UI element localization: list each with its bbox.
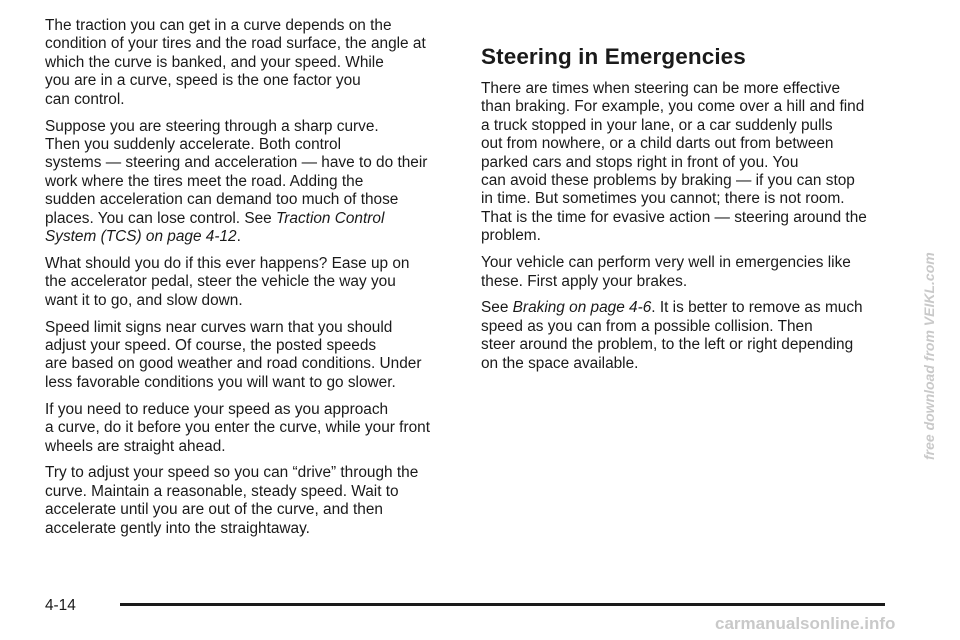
side-watermark: free download from VEIKL.com [921, 252, 937, 460]
paragraph-sharp-curve: Suppose you are steering through a sharp curve. Then you suddenly accelerate. Both control systems — steering and acceleration — have to do their work where the tires meet the road. Adding the sudden acceleration can demand too much of those places. You can lose control. See Traction Control System (TCS) on page 4-12. [45, 117, 428, 245]
right-column [481, 80, 889, 382]
bottom-watermark: carmanualsonline.info [715, 614, 896, 633]
left-column [45, 17, 453, 547]
cross-reference-tcs[interactable]: Traction Control System (TCS) on page 4-12 [45, 209, 385, 245]
paragraph-what-to-do: What should you do if this ever happens? Ease up on the accelerator pedal, steer the vehicle the way you want it to go, and slow down. [45, 254, 410, 309]
footer-rule [120, 603, 885, 606]
paragraph-speed-limit-signs: Speed limit signs near curves warn that you should adjust your speed. Of course, the posted speeds are based on good weather and road conditions. Under less favorable conditions you will want to go slower. [45, 318, 422, 391]
section-title: Steering in Emergencies [481, 44, 746, 69]
cross-reference-braking[interactable]: Braking on page 4-6 [512, 299, 652, 317]
paragraph-see-braking: See Braking on page 4-6. It is better to remove as much speed as you can from a possible collision. Then steer around the problem, to the left or right depending on the space available. [481, 299, 863, 372]
paragraph-apply-brakes: Your vehicle can perform very well in emergencies like these. First apply your brakes. [481, 254, 851, 290]
paragraph-adjust-speed: Try to adjust your speed so you can “drive” through the curve. Maintain a reasonable, steady speed. Wait to accelerate until you are out of the curve, and then accelerate gently into the straightaway. [45, 464, 419, 537]
page-number: 4-14 [45, 597, 76, 614]
paragraph-traction: The traction you can get in a curve depends on the condition of your tires and the road surface, the angle at which the curve is banked, and your speed. While you are in a curve, speed is the one factor you can control. [45, 17, 426, 108]
paragraph-steering-vs-braking: There are times when steering can be more effective than braking. For example, you come over a hill and find a truck stopped in your lane, or a car suddenly pulls out from nowhere, or a child darts out from between parked cars and stops right in front of you. You can avoid these problems by braking — if you can stop in time. But sometimes you cannot; there is not room. That is the time for evasive action — steering around the problem. [481, 80, 867, 245]
paragraph-reduce-speed: If you need to reduce your speed as you approach a curve, do it before you enter the curve, while your front wheels are straight ahead. [45, 400, 430, 455]
